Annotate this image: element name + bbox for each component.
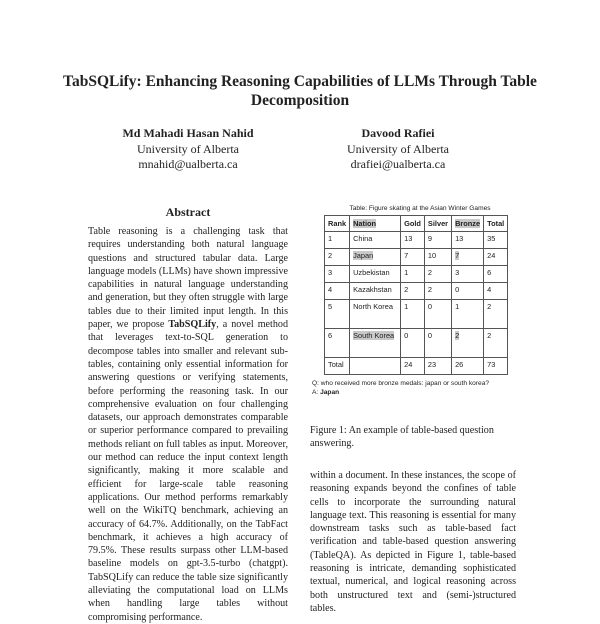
table-cell bbox=[350, 283, 401, 300]
table-cell bbox=[452, 329, 484, 358]
cell-value: 2 bbox=[427, 285, 433, 294]
table-cell bbox=[350, 358, 401, 375]
cell-value: 10 bbox=[427, 251, 437, 260]
cell-value: 0 bbox=[455, 285, 460, 294]
cell-value: 1 bbox=[455, 302, 460, 311]
table-cell bbox=[325, 232, 350, 249]
header-label: Bronze bbox=[455, 219, 481, 228]
column-header bbox=[401, 216, 425, 232]
cell-value: 2 bbox=[427, 268, 433, 277]
cell-value: 5 bbox=[328, 302, 333, 311]
table-cell bbox=[325, 329, 350, 358]
table-cell bbox=[350, 266, 401, 283]
author-name: Md Mahadi Hasan Nahid bbox=[122, 126, 254, 140]
table-cell bbox=[424, 283, 451, 300]
qa-block bbox=[312, 379, 520, 397]
cell-value: 1 bbox=[404, 268, 409, 277]
cell-value: 1 bbox=[328, 234, 333, 243]
table-cell bbox=[452, 266, 484, 283]
table-cell bbox=[452, 249, 484, 266]
header-label: Nation bbox=[353, 219, 377, 228]
cell-value: 73 bbox=[487, 360, 496, 369]
figure-caption: Figure 1: An example of table-based question answering. bbox=[310, 425, 494, 449]
paper-title: TabSQLify: Enhancing Reasoning Capabilities of LLMs Through Table Decomposition bbox=[63, 73, 537, 109]
cell-value: 3 bbox=[328, 268, 333, 277]
cell-value: South Korea bbox=[353, 331, 395, 340]
cell-value: Japan bbox=[353, 251, 374, 260]
abstract-text-part: , a novel method that leverages text-to-SQL generation to decompose tables into smaller and relevant sub-tables, containing only essential information for answering questions or verifying statements, before performing the reasoning task. In our comprehensive evaluation on four challenging datasets, our approach demonstrates comparable or superior performance compared to prevailing methods reliant on full tables as input. Moreover, our method can reduce the input context length significantly, making it more scalable and efficient for large-scale table reasoning applications. Our method performs remarkably well on the WikiTQ benchmark, achieving an accuracy of 64.7%. Additionally, on the TabFact benchmark, it achieves a high accuracy of 79.5%. These results surpass other LLM-based baseline models on gpt-3.5-turbo (chatgpt). TabSQLify can reduce the table size significantly alleviating the computational load on LLMs when handling large tables without compromising performance. bbox=[88, 319, 288, 623]
author-block-1 bbox=[88, 126, 288, 173]
cell-value: 7 bbox=[455, 251, 460, 260]
table-cell bbox=[350, 249, 401, 266]
column-header bbox=[325, 216, 350, 232]
table-cell bbox=[325, 283, 350, 300]
cell-value: North Korea bbox=[353, 302, 393, 311]
cell-value: 2 bbox=[487, 331, 492, 340]
cell-value: 13 bbox=[404, 234, 413, 243]
cell-value: 6 bbox=[328, 331, 333, 340]
table-cell bbox=[424, 266, 451, 283]
table-cell bbox=[484, 283, 508, 300]
cell-value: 2 bbox=[328, 251, 333, 260]
answer-text: Japan bbox=[320, 389, 340, 396]
table-cell bbox=[401, 266, 425, 283]
column-header bbox=[424, 216, 451, 232]
table-cell bbox=[484, 358, 508, 375]
table-cell bbox=[350, 232, 401, 249]
table-cell bbox=[484, 232, 508, 249]
header-label: Silver bbox=[427, 219, 449, 228]
table-cell bbox=[452, 232, 484, 249]
cell-value: 1 bbox=[404, 302, 409, 311]
cell-value: China bbox=[353, 234, 373, 243]
cell-value: 7 bbox=[404, 251, 409, 260]
cell-value: 2 bbox=[404, 285, 409, 294]
header-label: Rank bbox=[328, 219, 347, 228]
table-cell bbox=[325, 249, 350, 266]
abstract-heading: Abstract bbox=[165, 205, 211, 219]
table-cell bbox=[325, 300, 350, 329]
table-cell bbox=[424, 249, 451, 266]
header-label: Gold bbox=[404, 219, 421, 228]
table-cell bbox=[452, 358, 484, 375]
answer-line bbox=[312, 388, 520, 397]
table-cell bbox=[424, 232, 451, 249]
cell-value: Kazakhstan bbox=[353, 285, 392, 294]
cell-value: 2 bbox=[487, 302, 492, 311]
table-cell bbox=[401, 249, 425, 266]
cell-value: 4 bbox=[328, 285, 333, 294]
table-cell bbox=[452, 300, 484, 329]
table-cell bbox=[484, 329, 508, 358]
table-row bbox=[325, 249, 508, 266]
column-header bbox=[350, 216, 401, 232]
cell-value: 26 bbox=[455, 360, 464, 369]
cell-value: 24 bbox=[487, 251, 496, 260]
table-cell bbox=[401, 329, 425, 358]
cell-value: 35 bbox=[487, 234, 496, 243]
author-email: drafiei@ualberta.ca bbox=[350, 157, 446, 171]
table-row bbox=[325, 329, 508, 358]
cell-value: 0 bbox=[427, 302, 433, 311]
table-row bbox=[325, 283, 508, 300]
cell-value: Uzbekistan bbox=[353, 268, 390, 277]
table-cell bbox=[401, 283, 425, 300]
table-row bbox=[325, 358, 508, 375]
table-cell bbox=[484, 266, 508, 283]
question-text: Q: who received more bronze medals: japan or south korea? bbox=[312, 380, 490, 387]
cell-value: Total bbox=[328, 360, 344, 369]
table-cell bbox=[424, 329, 451, 358]
header-label: Total bbox=[487, 219, 505, 228]
author-email: mnahid@ualberta.ca bbox=[138, 157, 238, 171]
cell-value: 2 bbox=[455, 331, 460, 340]
table-title: Table: Figure skating at the Asian Winter Games bbox=[349, 205, 491, 212]
table-cell bbox=[401, 300, 425, 329]
column-header bbox=[452, 216, 484, 232]
table-row bbox=[325, 300, 508, 329]
method-name: TabSQLify bbox=[168, 319, 217, 331]
table-cell bbox=[424, 300, 451, 329]
answer-label: A: bbox=[312, 389, 319, 396]
table-cell bbox=[401, 358, 425, 375]
table-cell bbox=[325, 358, 350, 375]
medal-table bbox=[324, 215, 508, 375]
abstract-text-part: Table reasoning is a challenging task that requires understanding both natural language questions and structured tabular data. Large language models (LLMs) have shown impressive capabilities in natural language understanding and generation, but they often struggle with large tables due to their limited input length. In this paper, we propose bbox=[88, 226, 288, 331]
cell-value: 24 bbox=[404, 360, 413, 369]
body-text: within a document. In these instances, the scope of reasoning expands beyond the confines of table cells to incorporate the surrounding natural language text. This reasoning is essential for many downstream tasks such as table-based fact verification and table-based question answering (TableQA). As depicted in Figure 1, table-based reasoning is intricate, demanding sophisticated textual, numerical, and logical reasoning across both unstructured text and (semi-)structured tables. bbox=[310, 470, 516, 614]
cell-value: 13 bbox=[455, 234, 464, 243]
table-cell bbox=[452, 283, 484, 300]
author-affiliation: University of Alberta bbox=[347, 141, 449, 156]
cell-value: 4 bbox=[487, 285, 492, 294]
cell-value: 23 bbox=[427, 360, 437, 369]
cell-value: 9 bbox=[427, 234, 433, 243]
table-cell bbox=[350, 300, 401, 329]
table-cell bbox=[401, 232, 425, 249]
cell-value: 6 bbox=[487, 268, 492, 277]
table-cell bbox=[484, 249, 508, 266]
author-name: Davood Rafiei bbox=[361, 126, 435, 140]
abstract-text bbox=[88, 225, 288, 624]
table-cell bbox=[325, 266, 350, 283]
cell-value: 0 bbox=[427, 331, 433, 340]
table-cell bbox=[424, 358, 451, 375]
author-block-2 bbox=[298, 126, 498, 173]
table-row bbox=[325, 266, 508, 283]
column-header bbox=[484, 216, 508, 232]
table-cell bbox=[350, 329, 401, 358]
author-affiliation: University of Alberta bbox=[137, 141, 239, 156]
cell-value: 3 bbox=[455, 268, 460, 277]
cell-value: 0 bbox=[404, 331, 409, 340]
table-cell bbox=[484, 300, 508, 329]
table-row bbox=[325, 232, 508, 249]
figure-1 bbox=[310, 205, 520, 397]
